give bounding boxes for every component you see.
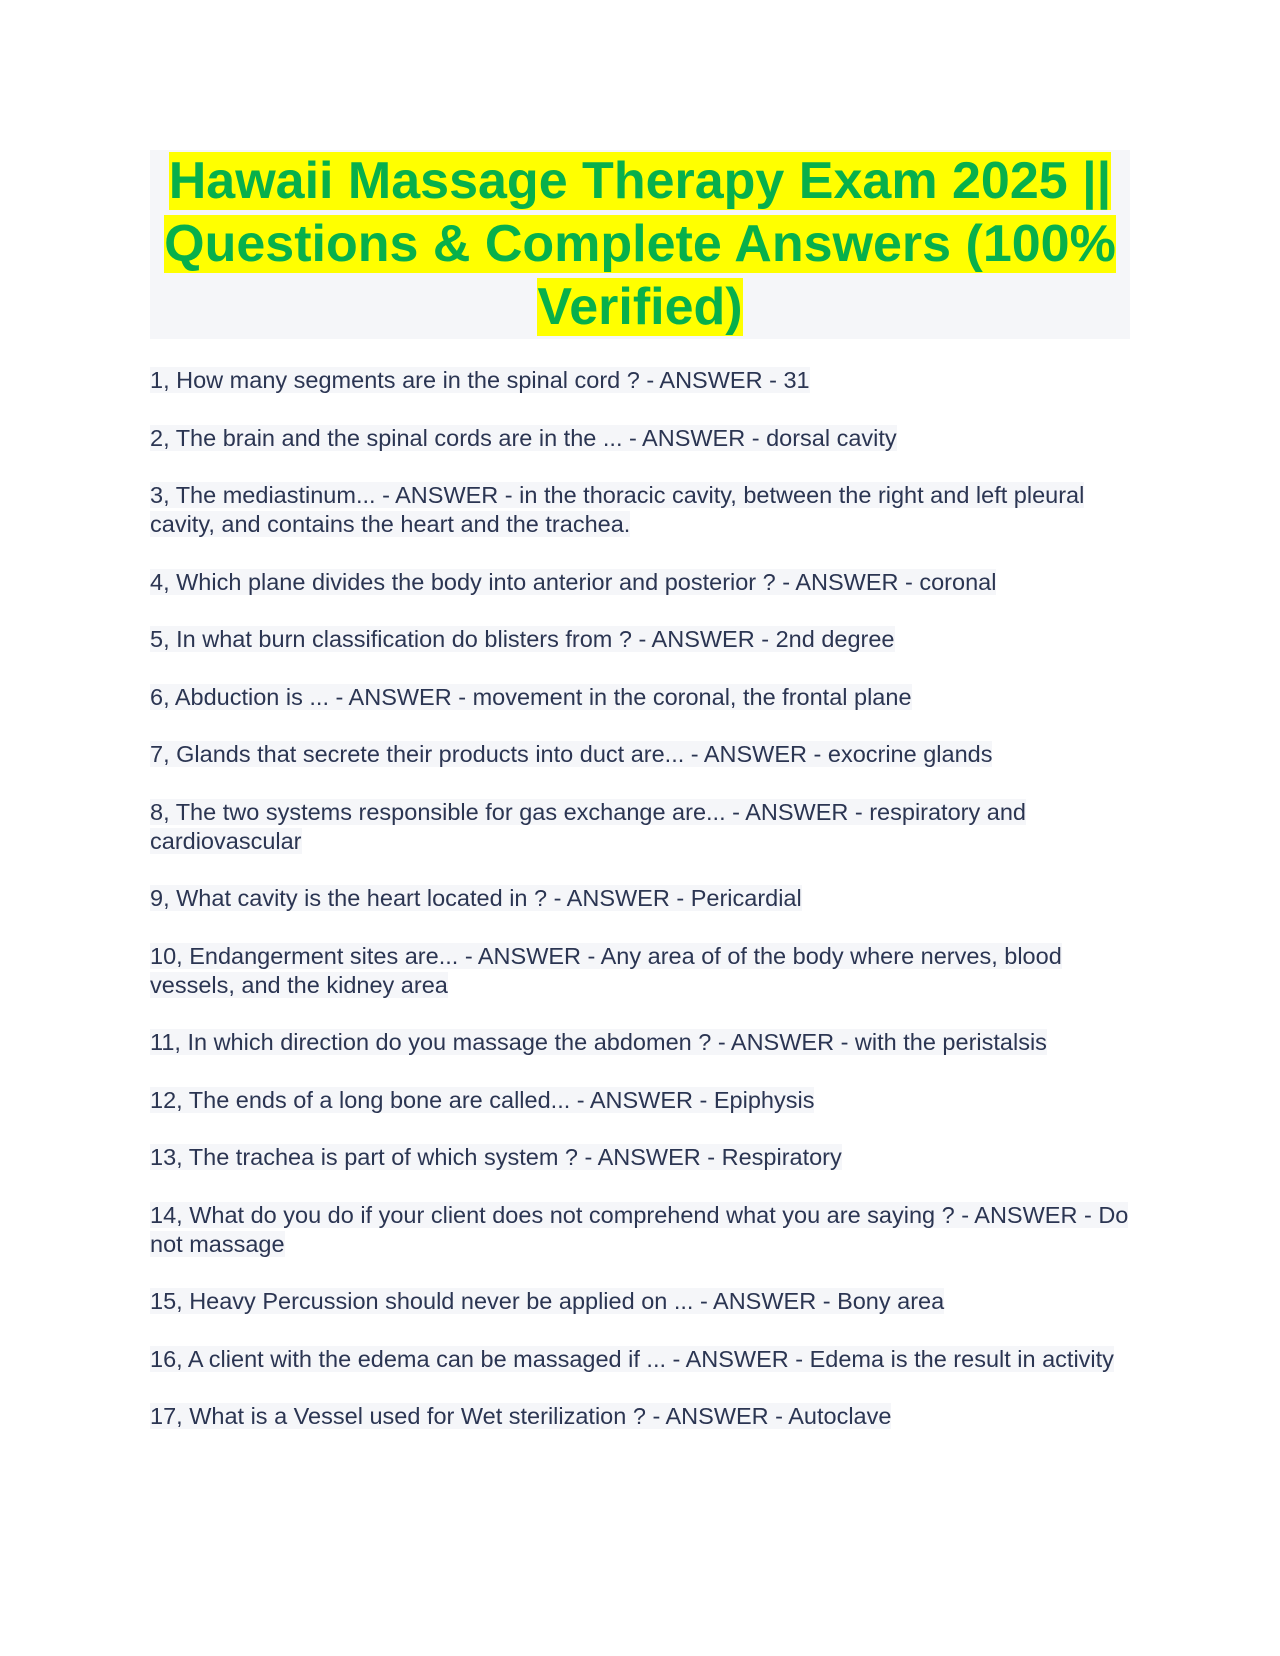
qa-item-text: 13, The trachea is part of which system ? - ANSWER - Respiratory [150, 1144, 842, 1170]
qa-item [150, 1028, 1135, 1057]
qa-item-text: 2, The brain and the spinal cords are in the ... - ANSWER - dorsal cavity [150, 424, 897, 451]
qa-item [150, 1402, 1135, 1431]
qa-item [150, 884, 1135, 913]
qa-item [150, 683, 1135, 712]
qa-item-text: 11, In which direction do you massage the abdomen ? - ANSWER - with the peristalsis [150, 1029, 1047, 1055]
qa-item-text: 16, A client with the edema can be massaged if ... - ANSWER - Edema is the result in activity [150, 1345, 1114, 1372]
qa-item [150, 1345, 1135, 1374]
qa-item [150, 625, 1135, 654]
qa-item [150, 798, 1135, 856]
qa-item [150, 424, 1135, 453]
qa-item-text: 17, What is a Vessel used for Wet sterilization ? - ANSWER - Autoclave [150, 1403, 892, 1429]
qa-item [150, 740, 1135, 769]
qa-item-text: 8, The two systems responsible for gas exchange are... - ANSWER - respiratory and cardiovascular [150, 798, 1026, 854]
qa-item [150, 481, 1135, 539]
qa-item-text: 14, What do you do if your client does not comprehend what you are saying ? - ANSWER - Do not massage [150, 1201, 1129, 1257]
document-title: Hawaii Massage Therapy Exam 2025 || Questions & Complete Answers (100% Verified) [164, 152, 1116, 336]
qa-item-text: 6, Abduction is ... - ANSWER - movement in the coronal, the frontal plane [150, 683, 912, 710]
qa-item [150, 1287, 1135, 1316]
qa-item-text: 4, Which plane divides the body into anterior and posterior ? - ANSWER - coronal [150, 568, 997, 595]
qa-list [150, 366, 1135, 1460]
qa-item [150, 1086, 1135, 1115]
qa-item [150, 942, 1135, 1000]
qa-item-text: 5, In what burn classification do blisters from ? - ANSWER - 2nd degree [150, 626, 895, 652]
title-block [150, 150, 1130, 339]
qa-item-text: 10, Endangerment sites are... - ANSWER - Any area of of the body where nerves, blood vessels, and the kidney area [150, 942, 1062, 998]
qa-item-text: 7, Glands that secrete their products into duct are... - ANSWER - exocrine glands [150, 741, 993, 767]
qa-item-text: 1, How many segments are in the spinal cord ? - ANSWER - 31 [150, 367, 810, 393]
qa-item-text: 15, Heavy Percussion should never be applied on ... - ANSWER - Bony area [150, 1288, 945, 1314]
qa-item [150, 366, 1135, 395]
qa-item [150, 1201, 1135, 1259]
qa-item-text: 12, The ends of a long bone are called... - ANSWER - Epiphysis [150, 1086, 815, 1113]
qa-item [150, 568, 1135, 597]
qa-item-text: 3, The mediastinum... - ANSWER - in the thoracic cavity, between the right and left pleural cavity, and contains the heart and the trachea. [150, 482, 1085, 537]
qa-item-text: 9, What cavity is the heart located in ? - ANSWER - Pericardial [150, 885, 802, 911]
qa-item [150, 1143, 1135, 1172]
